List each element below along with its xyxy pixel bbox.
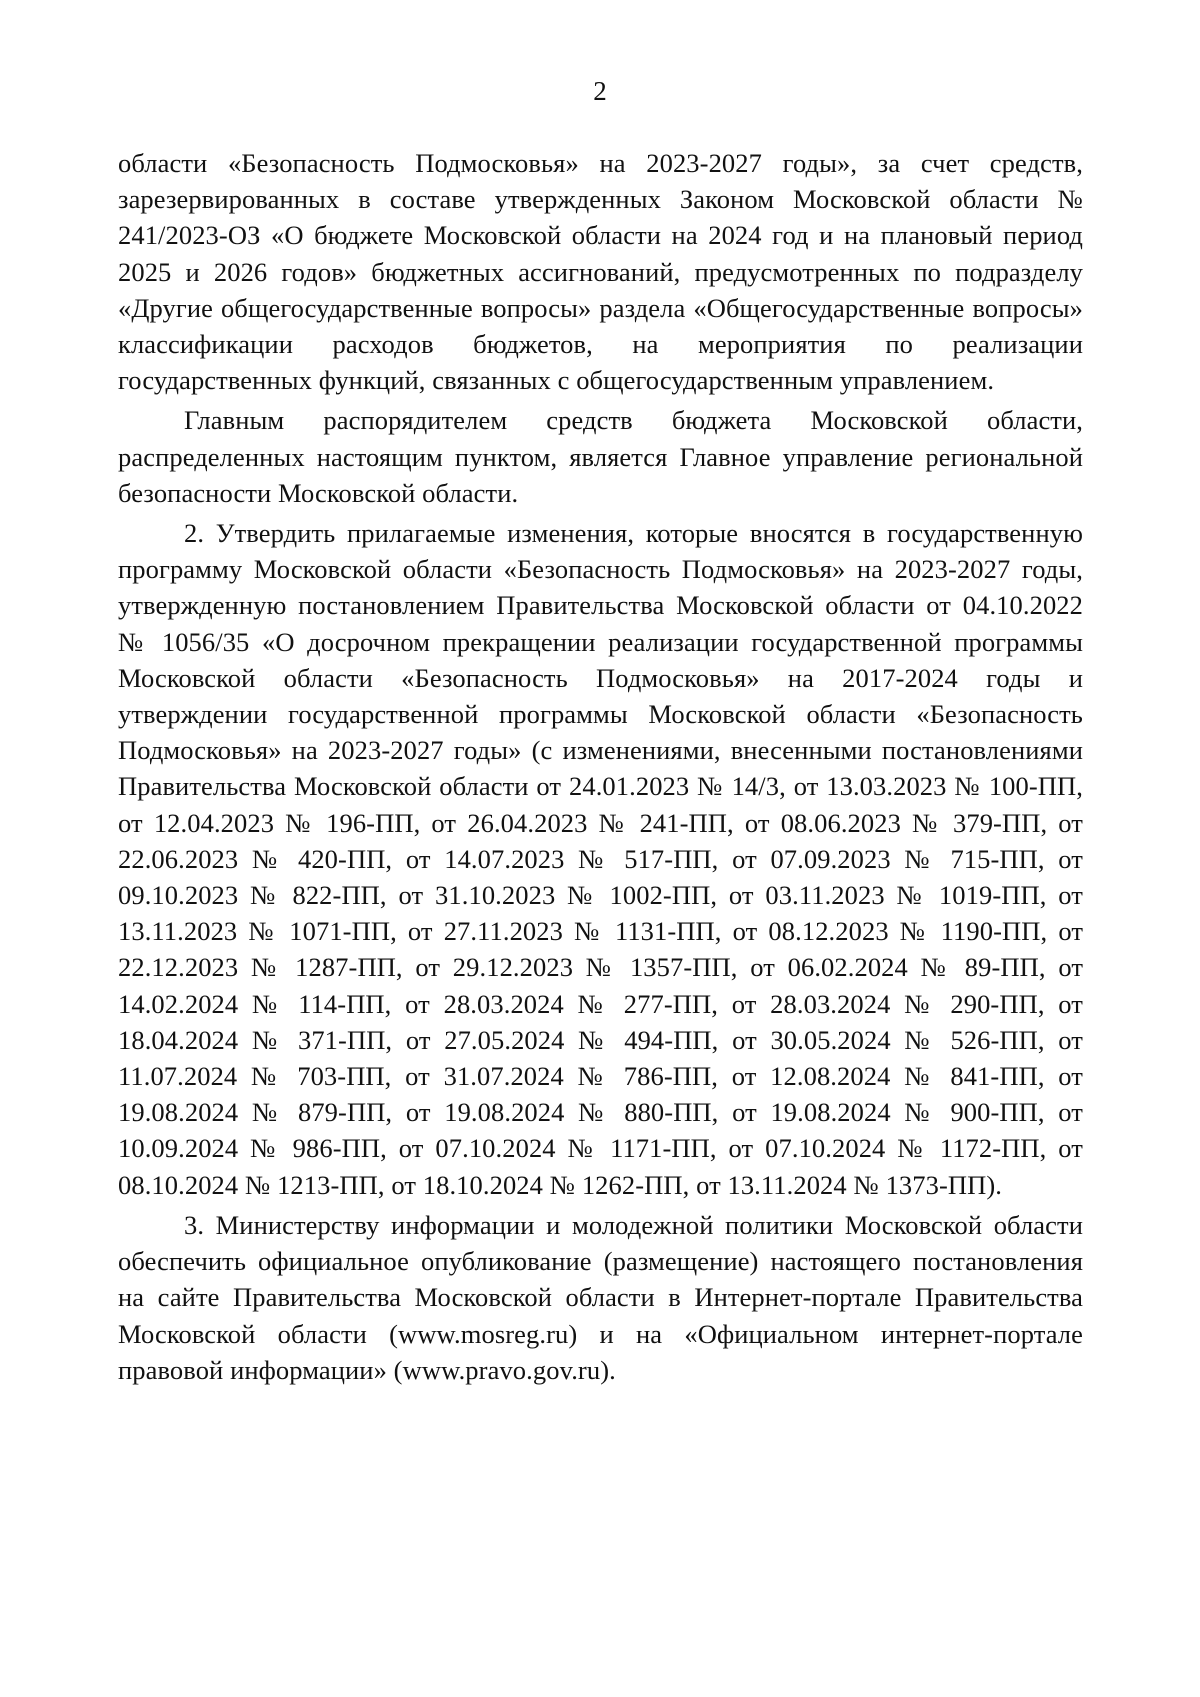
paragraph-chief-administrator: Главным распорядителем средств бюджета Московской области, распределенных настоящим пунктом, является Главное управление региональной безопасности Московской области. [118, 405, 1083, 508]
page-number: 2 [593, 76, 607, 106]
document-body [118, 145, 1083, 1388]
paragraph-budget-allocation: области «Безопасность Подмосковья» на 2023-2027 годы», за счет средств, зарезервированных в составе утвержденных Законом Московской области № 241/2023-ОЗ «О бюджете Московской области на 2024 год и на плановый период 2025 и 2026 годов» бюджетных ассигнований, предусмотренных по подразделу «Другие общегосударственные вопросы» раздела «Общегосударственные вопросы» классификации расходов бюджетов, на мероприятия по реализации государственных функций, связанных с общегосударственным управлением. [118, 148, 1083, 396]
paragraph-item-2-program-changes: 2. Утвердить прилагаемые изменения, которые вносятся в государственную программу Московской области «Безопасность Подмосковья» на 2023-2027 годы, утвержденную постановлением Правительства Московской области от 04.10.2022 № 1056/35 «О досрочном прекращении реализации государственной программы Московской области «Безопасность Подмосковья» на 2017-2024 годы и утверждении государственной программы Московской области «Безопасность Подмосковья» на 2023-2027 годы» (с изменениями, внесенными постановлениями Правительства Московской области от 24.01.2023 № 14/3, от 13.03.2023 № 100-ПП, от 12.04.2023 № 196-ПП, от 26.04.2023 № 241-ПП, от 08.06.2023 № 379-ПП, от 22.06.2023 № 420-ПП, от 14.07.2023 № 517-ПП, от 07.09.2023 № 715-ПП, от 09.10.2023 № 822-ПП, от 31.10.2023 № 1002-ПП, от 03.11.2023 № 1019-ПП, от 13.11.2023 № 1071-ПП, от 27.11.2023 № 1131-ПП, от 08.12.2023 № 1190-ПП, от 22.12.2023 № 1287-ПП, от 29.12.2023 № 1357-ПП, от 06.02.2024 № 89-ПП, от 14.02.2024 № 114-ПП, от 28.03.2024 № 277-ПП, от 28.03.2024 № 290-ПП, от 18.04.2024 № 371-ПП, от 27.05.2024 № 494-ПП, от 30.05.2024 № 526-ПП, от 11.07.2024 № 703-ПП, от 31.07.2024 № 786-ПП, от 12.08.2024 № 841-ПП, от 19.08.2024 № 879-ПП, от 19.08.2024 № 880-ПП, от 19.08.2024 № 900-ПП, от 10.09.2024 № 986-ПП, от 07.10.2024 № 1171-ПП, от 07.10.2024 № 1172-ПП, от 08.10.2024 № 1213-ПП, от 18.10.2024 № 1262-ПП, от 13.11.2024 № 1373-ПП). [118, 518, 1083, 1200]
paragraph-item-3-publication: 3. Министерству информации и молодежной политики Московской области обеспечить официальное опубликование (размещение) настоящего постановления на сайте Правительства Московской области в Интернет-портале Правительства Московской области (www.mosreg.ru) и на «Официальном интернет-портале правовой информации» (www.pravo.gov.ru). [118, 1209, 1083, 1385]
